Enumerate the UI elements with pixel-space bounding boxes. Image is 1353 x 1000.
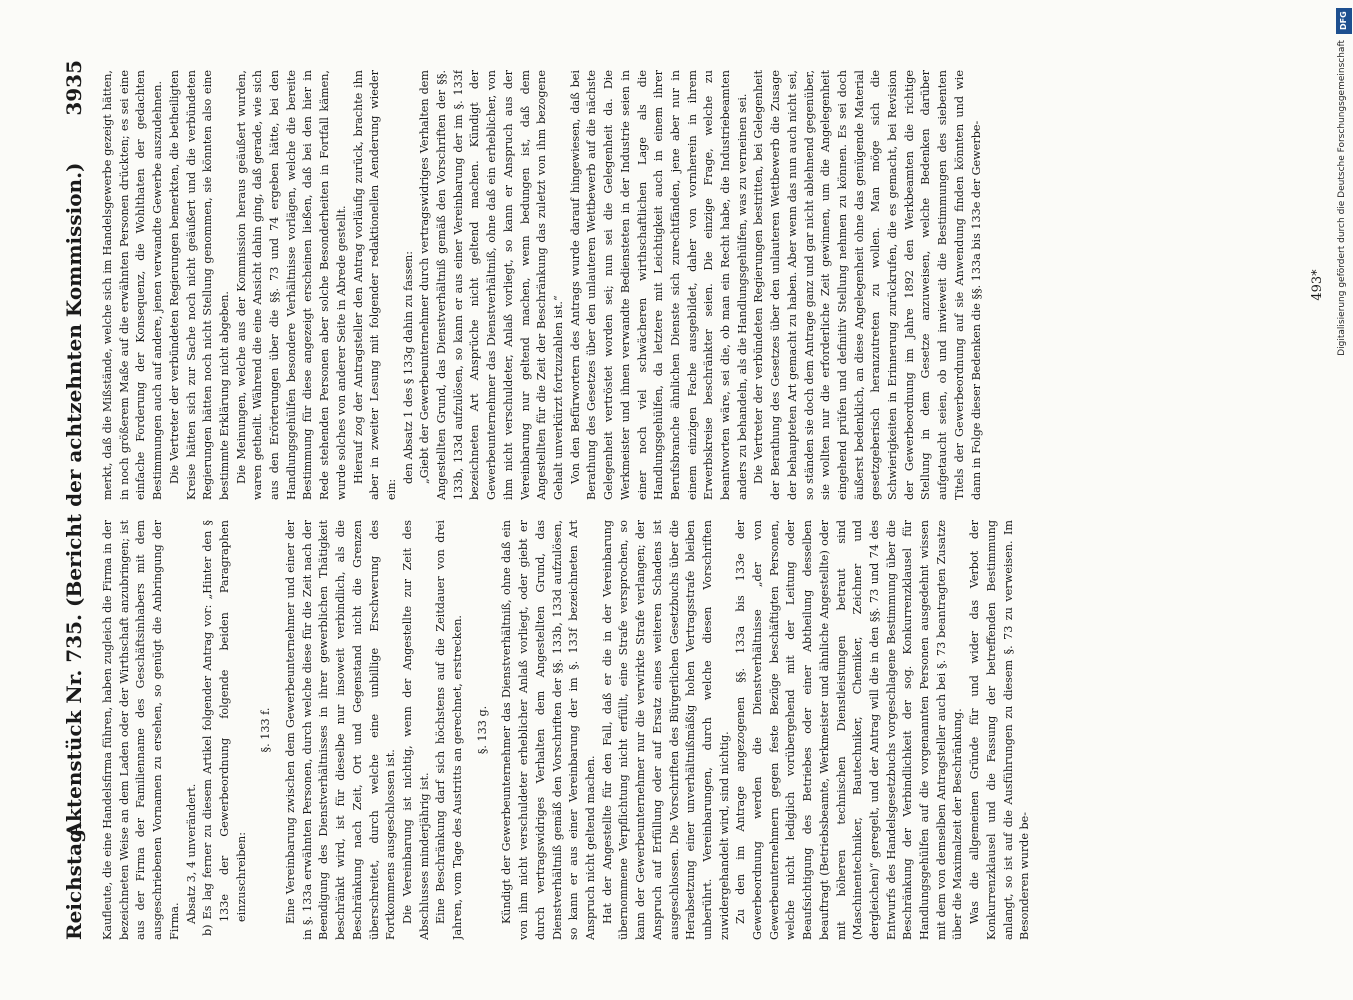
paragraph: Was die allgemeinen Gründe für und wider das Verbot der Konkurrenzklausel und die Fassung der betreffenden Bestimmung anlangt, so ist auf die Ausführungen zu diesem §. 73 zu verweisen. Im Besonderen wurde be-	[968, 520, 1032, 940]
paragraph: merkt, daß die Mißstände, welche sich im Handelsgewerbe gezeigt hätten, in noch größerem Maße auf die erwähnten Personen drückten; es sei eine einfache Forderung der Konsequenz, die Wohlthaten der gedachten Bestimmungen auch auf andere, jenen verwandte Gewerbe auszudehnen.	[101, 70, 165, 500]
header-left: Reichstag.	[62, 821, 86, 940]
signature-mark: 493*	[1310, 269, 1325, 301]
paragraph: Zu den im Antrage angezogenen §§. 133a bis 133e der Gewerbeordnung werden die Dienstverhältnisse „der von Gewerbeunternehmern gegen feste Bezüge beschäftigten Personen, welche nicht lediglich vorübergehend mit der Leitung oder Beaufsichtigung des Betriebes oder einer Abtheilung desselben beauftragt (Betriebsbeamte, Werkmeister und ähnliche Angestellte) oder mit höheren technischen Dienstleistungen betraut sind (Maschinentechniker, Bautechniker, Chemiker, Zeichner und dergleichen)“ geregelt, und der Antrag will die in den §§. 73 und 74 des Entwurfs des Handelsgesetzbuchs vorgeschlagene Bestimmung über die Beschränkung der Verbindlichkeit der sog. Konkurrenzklausel für Handlungsgehülfen auf die vorgenannten Personen ausgedehnt wissen mit dem von demselben Antragsteller auch bei §. 73 beantragten Zusatze über die Maximalzeit der Beschränkung.	[734, 520, 965, 940]
right-column	[100, 70, 1300, 500]
dfg-logo: DFG	[1336, 8, 1352, 34]
section-heading: §. 133 f.	[259, 707, 273, 753]
left-column	[100, 520, 1300, 940]
quoted-paragraph: „Giebt der Gewerbeunternehmer durch vertragswidriges Verhalten dem Angestellten Grund, das Dienstverhältniß gemäß den Vorschriften der §§. 133b, 133d aufzulösen, so kann er aus einer Vereinbarung der im §. 133f bezeichneten Art Ansprüche nicht geltend machen. Kündigt der Gewerbeunternehmer das Dienstverhältniß, ohne daß ein erheblicher, von ihm nicht verschuldeter, Anlaß vorliegt, so kann er Anspruch aus der Vereinbarung nur geltend machen, wenn bedungen ist, daß dem Angestellten für die Zeit der Beschränkung das zuletzt von ihm bezogene Gehalt unverkürzt fortzuzahlen ist.“	[418, 70, 565, 500]
paragraph: Die Vertreter der verbündeten Regierungen bemerkten, die betheiligten Kreise hätten sich zur Sache noch nicht geäußert und die verbündeten Regierungen hätten noch nicht Stellung genommen, sie könnten also eine bestimmte Erklärung nicht abgeben.	[167, 70, 231, 500]
paragraph: b) Es lag ferner zu diesem Artikel folgender Antrag vor: „Hinter den § 133e der Gewerbeordnung folgende beiden Paragraphen einzuschreiben:	[201, 520, 248, 936]
paragraph: Hierauf zog der Antragsteller den Antrag vorläufig zurück, brachte ihn aber in zweiter Lesung mit folgender redaktionellen Aenderung wieder ein:	[351, 70, 398, 500]
paragraph: Eine Vereinbarung zwischen dem Gewerbeunternehmer und einer der in §. 133a erwähnten Personen, durch welche diese für die Zeit nach der Beendigung des Dienstverhältnisses in ihrer gewerblichen Thätigkeit beschränkt wird, ist für dieselbe nur insoweit verbindlich, als die Beschränkung nach Zeit, Ort und Gegenstand nicht die Grenzen überschreitet, durch welche eine unbillige Erschwerung des Fortkommens ausgeschlossen ist.	[284, 520, 398, 940]
header-title: Aktenstück Nr. 735. (Bericht der achtzehnten Kommission.)	[62, 162, 86, 838]
paragraph: Von den Befürwortern des Antrags wurde darauf hingewiesen, daß bei Berathung des Gesetzes über den unlauteren Wettbewerb auf die nächste Gelegenheit vertröstet worden sei; nun sei die Gelegenheit da. Die Werkmeister und ihnen verwandte Bediensteten in der Industrie seien in einer noch viel schwächeren wirthschaftlichen Lage als die Handlungsgehülfen, da letztere mit Leichtigkeit auch in einem ihrer Berufsbranche ähnlichen Dienste sich zurechtfänden, jene aber nur in einem einzigen Fache ausgebildet, daher von vornherein in ihrem Erwerbskreise beschränkter seien. Die einzige Frage, welche zu beantworten wäre, sei die, ob man ein Recht habe, die Industriebeamten anders zu behandeln, als die Handlungsgehülfen, was zu verneinen sei.	[568, 70, 749, 500]
section-heading: §. 133 g.	[475, 705, 489, 755]
funding-note: Digitalisierung gefördert durch die Deutsche Forschungsgemeinschaft	[1337, 40, 1347, 356]
paragraph: Die Vereinbarung ist nichtig, wenn der Angestellte zur Zeit des Abschlusses minderjährig ist.	[400, 520, 431, 940]
paragraph: Absatz 3, 4 unverändert.	[184, 783, 198, 924]
paragraph: Eine Beschränkung darf sich höchstens auf die Zeitdauer von drei Jahren, vom Tage des Austritts an gerechnet, erstrecken.	[434, 520, 465, 940]
paragraph: Die Meinungen, welche aus der Kommission heraus geäußert wurden, waren getheilt. Während die eine Ansicht dahin ging, daß gerade, wie sich aus den Erörterungen über die §§. 73 und 74 ergeben hätte, bei den Handlungsgehülfen besondere Verhältnisse vorlägen, welche die bereite Bestimmung für diese angezeigt erscheinen ließen, daß bei den hier in Rede stehenden Personen aber solche Besonderheiten in Fortfall kämen, wurde solches von anderer Seite in Abrede gestellt.	[234, 70, 348, 500]
running-header	[62, 60, 92, 940]
paragraph: Kaufleute, die eine Handelsfirma führen, haben zugleich die Firma in der bezeichneten Weise an dem Laden oder der Wirthschaft anzubringen; ist aus der Firma der Familienname des Geschäftsinhabers mit dem ausgeschriebenen Vornamen zu ersehen, so genügt die Anbringung der Firma.	[101, 520, 181, 940]
paragraph: Hat der Angestellte für den Fall, daß er die in der Vereinbarung übernommene Verpflichtung nicht erfüllt, eine Strafe versprochen, so kann der Gewerbeunternehmer nur die verwirkte Strafe verlangen; der Anspruch auf Erfüllung oder auf Ersatz eines weiteren Schadens ist ausgeschlossen. Die Vorschriften des Bürgerlichen Gesetzbuchs über die Herabsetzung einer unverhältnißmäßig hohen Vertragsstrafe bleiben unberührt. Vereinbarungen, durch welche diesen Vorschriften zuwidergehandelt wird, sind nichtig.	[600, 520, 731, 940]
digitization-sidebar	[1335, 0, 1353, 1000]
paragraph: Kündigt der Gewerbeunternehmer das Dienstverhältniß, ohne daß ein von ihm nicht verschuldeter erheblicher Anlaß vorliegt, oder giebt er durch vertragswidriges Verhalten dem Angestellten Grund, das Dienstverhältniß gemäß den Vorschriften der §§. 133b, 133d aufzulösen, so kann er aus einer Vereinbarung der im §. 133f bezeichneten Art Anspruch nicht geltend machen.	[500, 520, 597, 940]
page-number: 3935	[62, 60, 86, 116]
paragraph: Die Vertreter der verbündeten Regierungen bestritten, bei Gelegenheit der Berathung des Gesetzes über den unlauteren Wettbewerb die Zusage der behaupteten Art gemacht zu haben. Aber wenn das nun auch nicht sei, so ständen sie doch dem Antrage ganz und gar nicht ablehnend gegenüber, sie wollten nur die erforderliche Zeit gewinnen, um die Angelegenheit eingehend prüfen und definitiv Stellung nehmen zu können. Es sei doch äußerst bedenklich, an diese Angelegenheit ohne das genügende Material gesetzgeberisch heranzutreten zu wollen. Man möge sich die Schwierigkeiten in Erinnerung zurückrufen, die es gemacht, bei Revision der Gewerbeordnung im Jahre 1892 den Werkbeamten die richtige Stellung in dem Gesetze anzuweisen, welche Bedenken darüber aufgetaucht seien, ob und inwieweit die Bestimmungen des siebenten Titels der Gewerbeordnung auf sie Anwendung finden könnten und wie dann in Folge dieser Bedenken die §§. 133a bis 133e der Gewerbe-	[752, 70, 983, 500]
paragraph: den Absatz 1 des § 133g dahin zu fassen:	[401, 250, 415, 484]
